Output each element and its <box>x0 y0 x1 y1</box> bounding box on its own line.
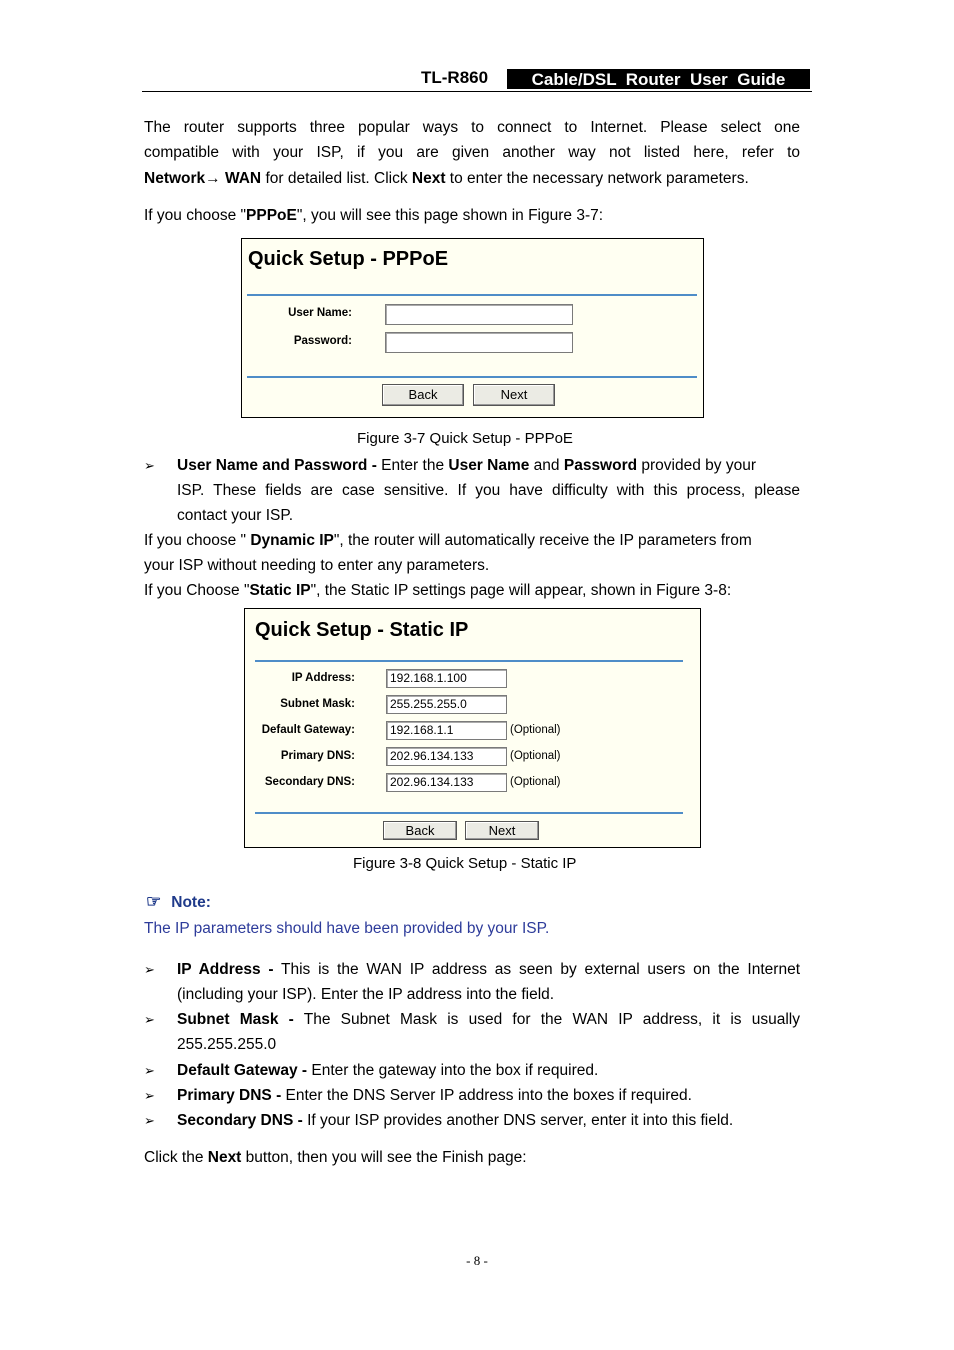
dynamic-line-2: your ISP without needing to enter any parameters. <box>144 557 490 574</box>
bullet-subnet-mask <box>177 1007 800 1032</box>
secondary-dns-desc: If your ISP provides another DNS server, enter it into this field. <box>302 1112 734 1129</box>
note-heading <box>146 892 211 912</box>
pppoe-user-label: User Name: <box>288 307 352 319</box>
pppoe-intro-post: ", you will see this page shown in Figure 3-7: <box>296 207 604 224</box>
bullet-username-line-2: ISP. These fields are case sensitive. If you have difficulty with this process, please <box>177 482 800 499</box>
static-next-button[interactable]: Next <box>465 821 539 840</box>
default-gateway-input[interactable]: 192.168.1.1 <box>386 721 507 740</box>
bullet-arrow-icon: ➢ <box>144 1012 155 1027</box>
hand-pointing-icon: ☞ <box>146 892 162 911</box>
secondary-dns-input[interactable]: 202.96.134.133 <box>386 773 507 792</box>
secondary-dns-optional: (Optional) <box>510 776 561 788</box>
secondary-dns-label: Secondary DNS: <box>264 776 355 788</box>
intro-end: to enter the necessary network parameters. <box>445 170 749 187</box>
page-number: - 8 - <box>466 1253 488 1268</box>
bullet1-text3: provided by your <box>637 457 756 474</box>
default-gateway-desc: Enter the gateway into the box if required. <box>307 1062 599 1079</box>
note-label: Note: <box>171 894 211 911</box>
static-top-divider <box>255 660 683 662</box>
bullet-arrow-icon: ➢ <box>144 1063 155 1078</box>
static-intro <box>144 578 800 603</box>
arrow: → <box>205 170 225 187</box>
primary-dns-desc: Enter the DNS Server IP address into the boxes if required. <box>281 1087 692 1104</box>
dynamic-line-1 <box>144 528 800 553</box>
static-ip-term: Static IP <box>249 582 311 599</box>
subnet-mask-term: Subnet Mask - <box>177 1011 294 1028</box>
password-term: Password <box>563 457 638 474</box>
primary-dns-label: Primary DNS: <box>280 750 355 762</box>
bullet-arrow-icon: ➢ <box>144 1088 155 1103</box>
dynamic-post: ", the router will automatically receive the IP parameters from <box>333 532 752 549</box>
ip-address-label: IP Address: <box>291 672 355 684</box>
bullet-username-line-3: contact your ISP. <box>177 507 294 524</box>
bullet-ip-address <box>177 957 800 982</box>
note-text: The IP parameters should have been provided by your ISP. <box>144 920 550 937</box>
subnet-mask-input[interactable]: 255.255.255.0 <box>386 695 507 714</box>
ip-address-term: IP Address - <box>177 961 274 978</box>
static-ip-screenshot <box>244 608 701 848</box>
dynamic-ip-term: Dynamic IP <box>250 532 334 549</box>
bullet-secondary-dns <box>177 1108 800 1133</box>
static-back-button[interactable]: Back <box>383 821 457 840</box>
intro-line-1: The router supports three popular ways to connect to Internet. Please select one <box>144 119 800 136</box>
closing-next-term: Next <box>207 1149 242 1166</box>
static-intro-post: ", the Static IP settings page will appear, shown in Figure 3-8: <box>310 582 732 599</box>
default-gateway-label: Default Gateway: <box>261 724 355 736</box>
ip-address-desc: This is the WAN IP address as seen by external users on the Internet <box>273 961 800 978</box>
header-rule <box>142 91 812 92</box>
figure-caption-3-7: Figure 3-7 Quick Setup - PPPoE <box>357 430 573 447</box>
pppoe-top-divider <box>247 294 697 296</box>
bullet-arrow-icon: ➢ <box>144 458 155 473</box>
next-term: Next <box>411 170 446 187</box>
primary-dns-optional: (Optional) <box>510 750 561 762</box>
bullet-ip-address-line-2: (including your ISP). Enter the IP address into the field. <box>177 986 555 1003</box>
pppoe-title: Quick Setup - PPPoE <box>248 248 449 270</box>
static-intro-pre: If you Choose " <box>144 582 250 599</box>
pppoe-password-label: Password: <box>293 335 352 347</box>
header-model: TL-R860 <box>421 68 489 87</box>
closing-pre: Click the <box>144 1149 208 1166</box>
subnet-mask-label: Subnet Mask: <box>280 698 355 710</box>
pppoe-next-button[interactable]: Next <box>473 384 555 406</box>
bullet-arrow-icon: ➢ <box>144 962 155 977</box>
pppoe-screenshot <box>241 238 704 418</box>
username-password-term: User Name and Password - <box>177 457 377 474</box>
secondary-dns-term: Secondary DNS - <box>177 1112 303 1129</box>
closing-line <box>144 1145 800 1170</box>
default-gateway-optional: (Optional) <box>510 724 561 736</box>
intro-line-3 <box>144 166 800 191</box>
subnet-mask-desc: The Subnet Mask is used for the WAN IP address, it is usually <box>293 1011 800 1028</box>
bullet-subnet-mask-line-2: 255.255.255.0 <box>177 1036 277 1053</box>
bullet-username-line-1 <box>177 453 800 478</box>
bullet-arrow-icon: ➢ <box>144 1113 155 1128</box>
bullet1-text1: Enter the <box>376 457 449 474</box>
closing-post: button, then you will see the Finish page: <box>241 1149 527 1166</box>
username-term: User Name <box>448 457 530 474</box>
network-term: Network <box>144 170 206 187</box>
header-title: Cable/DSL Router User Guide <box>507 69 810 89</box>
primary-dns-term: Primary DNS - <box>177 1087 282 1104</box>
pppoe-password-input[interactable] <box>385 332 573 353</box>
intro-mid: for detailed list. Click <box>261 170 412 187</box>
default-gateway-term: Default Gateway - <box>177 1062 308 1079</box>
dynamic-pre: If you choose " <box>144 532 251 549</box>
primary-dns-input[interactable]: 202.96.134.133 <box>386 747 507 766</box>
bullet-default-gateway <box>177 1058 800 1083</box>
wan-term: WAN <box>224 170 262 187</box>
static-bottom-divider <box>255 812 683 814</box>
pppoe-bottom-divider <box>247 376 697 378</box>
intro-line-2: compatible with your ISP, if you are given another way not listed here, refer to <box>144 144 800 161</box>
figure-caption-3-8: Figure 3-8 Quick Setup - Static IP <box>353 855 577 872</box>
bullet-primary-dns <box>177 1083 800 1108</box>
pppoe-back-button[interactable]: Back <box>382 384 464 406</box>
pppoe-intro-pre: If you choose " <box>144 207 247 224</box>
ip-address-input[interactable]: 192.168.1.100 <box>386 669 507 688</box>
pppoe-intro <box>144 203 800 228</box>
static-ip-title: Quick Setup - Static IP <box>255 619 469 641</box>
pppoe-term: PPPoE <box>246 207 297 224</box>
bullet1-text2: and <box>529 457 564 474</box>
pppoe-user-input[interactable] <box>385 304 573 325</box>
